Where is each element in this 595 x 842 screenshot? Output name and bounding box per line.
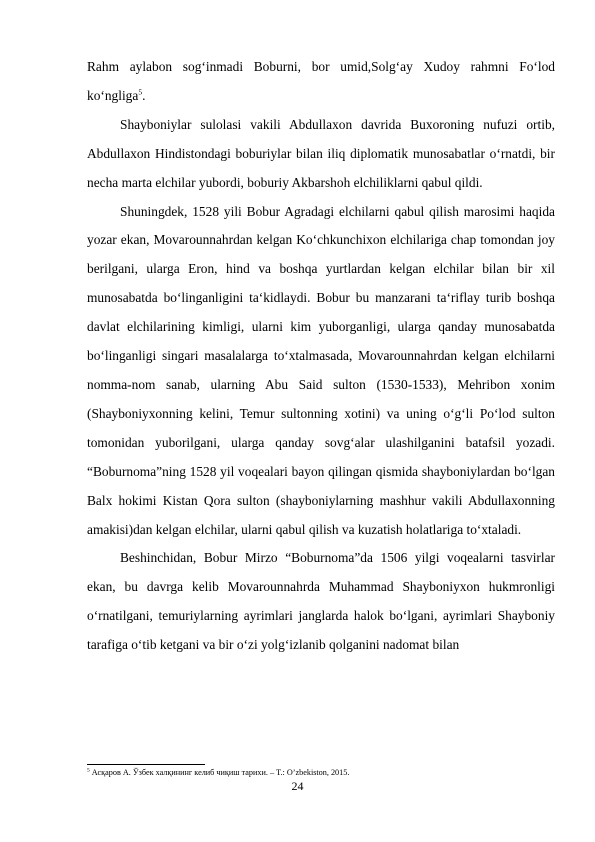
paragraph-4: Beshinchidan, Bobur Mirzo “Boburnoma”da 1506 yilgi voqealarni tasvirlar ekan, bu davrga kelib Movarounnahrda Muhammad Shayboniyxon hukmronligi oʻrnatilgani, temuriylarning ayrimlari janglarda halok boʻlgani, ayrimlari Shayboniy tarafiga oʻtib ketgani va bir oʻzi yolgʻizlanib qolganini nadomat bilan bbox=[87, 550, 555, 653]
paragraph-1-end: . bbox=[142, 87, 146, 103]
paragraph-2: Shayboniylar sulolasi vakili Abdullaxon davrida Buxoroning nufuzi ortib, Abdullaxon Hindistondagi boburiylar bilan iliq diplomatik munosabatlar oʻrnatdi, bir necha marta elchilar yubordi, boburiy Akbarshoh elchiliklarni qabul qildi. bbox=[87, 116, 555, 190]
footnote-text: Асқаров А. Ўзбек халқининг келиб чиқиш тарихи. – T.: O’zbekiston, 2015. bbox=[89, 768, 350, 777]
footnote-number: 5 bbox=[87, 767, 90, 774]
footnote-separator bbox=[87, 764, 205, 765]
footnote-reference[interactable]: 5 bbox=[138, 87, 143, 97]
footnote bbox=[87, 767, 557, 778]
paragraph-1 bbox=[87, 53, 555, 111]
paragraph-1-text: Rahm aylabon sogʻinmadi Boburni, bor umid,Solgʻay Xudoy rahmni Foʻlod koʻngliga bbox=[87, 59, 555, 103]
paragraph-3: Shuningdek, 1528 yili Bobur Agradagi elchilarni qabul qilish marosimi haqida yozar ekan, Movarounnahrdan kelgan Koʻchkunchixon elchilariga chap tomondan joy berilgani, ularga Eron, hind va boshqa yurtlardan kelgan elchilar bilan bir xil munosabatda boʻlinganligini taʻkidlaydi. Bobur bu manzarani taʻriflay turib boshqa davlat elchilarining kimligi, ularni kim yuborganligi, ularga qanday munosabatda boʻlinganligi singari masalalarga toʻxtalmasada, Movarounnahrdan kelgan elchilarni nomma-nom sanab, ularning Abu Said sulton (1530-1533), Mehribon xonim (Shayboniyxonning kelini, Temur sultonning xotini) va uning oʻgʻli Poʻlod sulton tomonidan yuborilgani, ularga qanday sovgʻalar ulashilganini batafsil yozadi. “Boburnoma”ning 1528 yil voqealari bayon qilingan qismida shayboniylardan boʻlgan Balx hokimi Kistan Qora sulton (shayboniylarning mashhur vakili Abdullaxonning amakisi)dan kelgan elchilar, ularni qabul qilish va kuzatish holatlariga toʻxtaladi. bbox=[87, 203, 555, 537]
body-text bbox=[87, 53, 555, 660]
page-number: 24 bbox=[291, 779, 304, 793]
